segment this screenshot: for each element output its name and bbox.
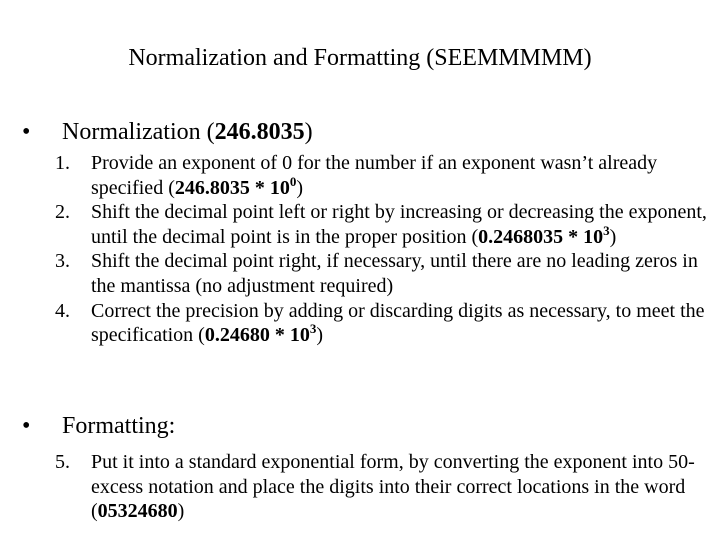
item-number: 5. [55, 451, 70, 473]
bullet-dot: • [22, 119, 31, 145]
item-number: 2. [55, 201, 70, 224]
list-item-step-1 [55, 151, 715, 200]
item-number: 4. [55, 299, 70, 322]
list-item-step-4 [55, 299, 715, 348]
heading-number: 246.8035 [214, 119, 305, 145]
item-text: Provide an exponent of 0 for the number if an exponent wasn’t already specified $(246.8035 * 10^0)$ [91, 152, 658, 199]
item-text: Shift the decimal point right, if necessary, until there are no leading zeros in the mantissa (no adjustment required) [91, 250, 698, 297]
item-number: 1. [55, 152, 70, 174]
bullet-heading-normalization: Normalization (246.8035) [62, 119, 313, 145]
normalization-steps-list [55, 151, 715, 348]
bullet-heading-formatting: Formatting: [62, 413, 176, 439]
item-text: Correct the precision by adding or discarding digits as necessary, to meet the specification $(0.24680 * 10^3)$ [91, 299, 705, 347]
item-text: Put it into a standard exponential form, by converting the exponent into 50-excess notation and place the digits into their correct locations in the word (05324680) [91, 451, 695, 523]
list-item-step-2 [55, 200, 715, 249]
item-number: 3. [55, 250, 70, 273]
slide-title: Normalization and Formatting (SEEMMMMM) [128, 45, 592, 71]
list-item-step-5 [55, 450, 715, 524]
formatting-steps-list [55, 450, 715, 524]
bullet-dot: • [22, 413, 31, 439]
list-item-step-3 [55, 249, 715, 298]
item-text: Shift the decimal point left or right by increasing or decreasing the exponent, until the decimal point is in the proper position $(0.2468035 * 10^3)$ [91, 201, 707, 248]
